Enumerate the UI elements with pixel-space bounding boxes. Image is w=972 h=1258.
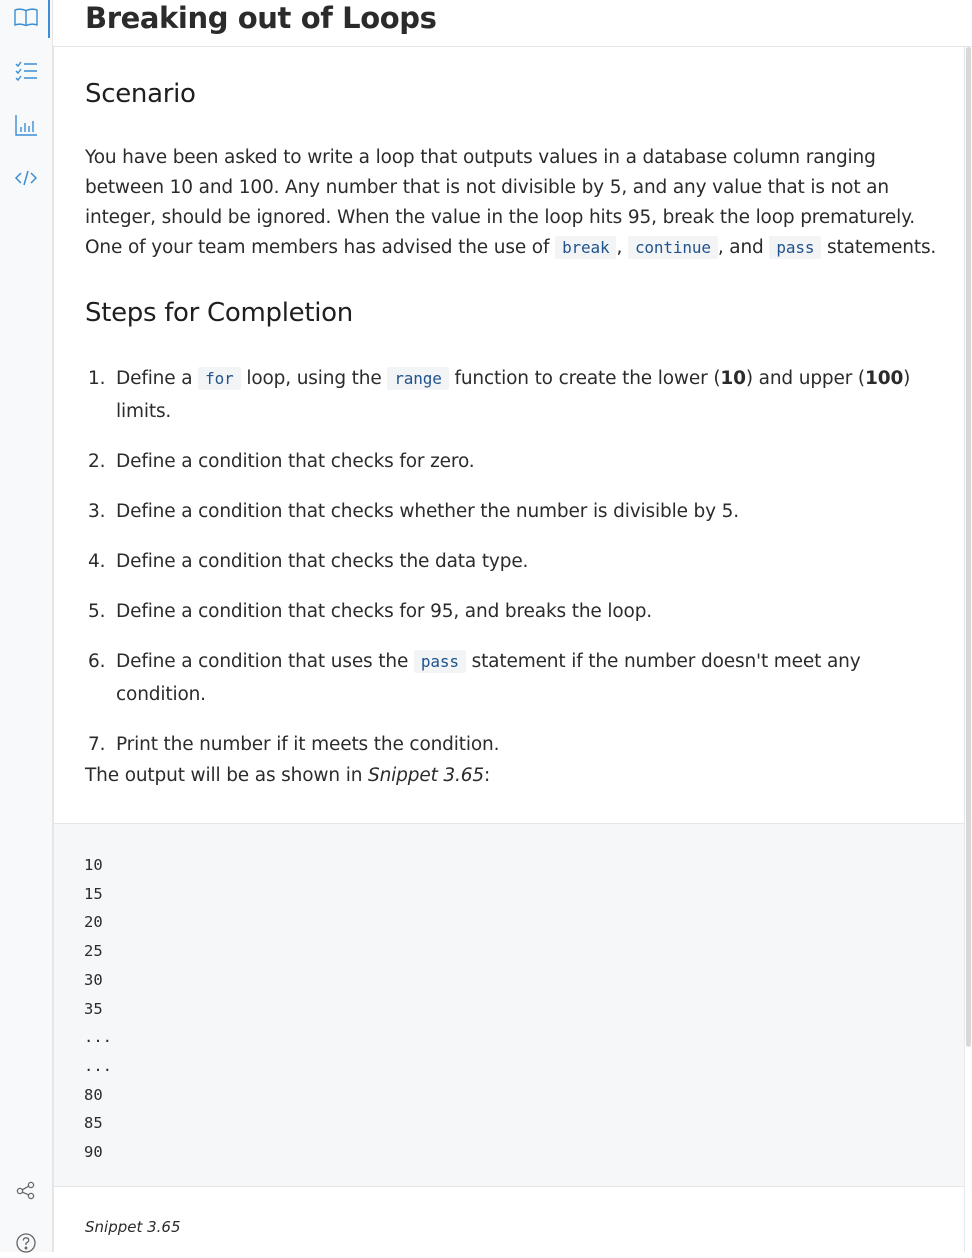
list-item: 6. Define a condition that uses the pass statement if the number doesn't meet any condition. — [88, 651, 861, 705]
list-item: 3. Define a condition that checks whether the number is divisible by 5. — [88, 501, 740, 522]
code-line: 85 — [84, 1114, 103, 1133]
list-item: 5. Define a condition that checks for 95, and breaks the loop. — [88, 601, 653, 622]
code-pass: pass — [414, 650, 466, 673]
code-range: range — [387, 367, 448, 390]
steps-heading: Steps for Completion — [85, 298, 353, 328]
help-icon[interactable] — [11, 1228, 41, 1258]
code-output-block — [54, 823, 964, 1187]
list-item: 7. Print the number if it meets the condition. — [88, 734, 500, 755]
scrollbar[interactable] — [965, 47, 972, 1047]
code-line: 35 — [84, 999, 103, 1018]
code-pass: pass — [769, 236, 821, 259]
code-line: 10 — [84, 856, 103, 874]
left-sidebar — [0, 0, 53, 1252]
chart-icon[interactable] — [11, 110, 41, 140]
list-item: 1. Define a for loop, using the range function to create the lower (10) and upper (100) limits. — [88, 368, 911, 422]
scenario-text-end: statements. — [821, 237, 937, 258]
snippet-reference: Snippet 3.65 — [368, 765, 485, 786]
lesson-content — [53, 47, 965, 1252]
code-line: 15 — [84, 884, 103, 903]
code-output — [84, 851, 112, 1167]
steps-list — [85, 362, 955, 761]
list-item: 2. Define a condition that checks for zero. — [88, 451, 475, 472]
scenario-paragraph — [85, 143, 945, 263]
page-header — [53, 0, 972, 47]
list-item: 4. Define a condition that checks the data type. — [88, 551, 529, 572]
code-icon[interactable] — [11, 163, 41, 193]
separator: , and — [717, 237, 770, 258]
code-line: 90 — [84, 1143, 103, 1162]
active-indicator — [48, 0, 50, 38]
code-for: for — [198, 367, 240, 390]
scenario-heading: Scenario — [85, 79, 196, 109]
code-line: ... — [84, 1056, 112, 1075]
scenario-text: You have been asked to write a loop that outputs values in a database column ranging between 10 and 100. Any number that is not divisible by 5, and any value that is not an integer, should be ignored. When the value in the loop hits 95, break the loop prematurely. One of your team members has advised the use of — [85, 147, 915, 258]
code-continue: continue — [628, 236, 718, 259]
scrollbar-thumb[interactable] — [966, 47, 971, 1047]
code-line: 20 — [84, 913, 103, 932]
code-line: 80 — [84, 1085, 103, 1104]
code-line: 30 — [84, 970, 103, 989]
book-icon[interactable] — [11, 2, 41, 32]
share-icon[interactable] — [11, 1175, 41, 1205]
snippet-caption: Snippet 3.65 — [85, 1218, 181, 1236]
page-title: Breaking out of Loops — [85, 1, 437, 35]
separator: , — [616, 237, 628, 258]
code-line: 25 — [84, 942, 103, 961]
output-intro: The output will be as shown in Snippet 3.65: — [85, 765, 491, 786]
code-break: break — [555, 236, 616, 259]
code-line: ... — [84, 1028, 112, 1047]
checklist-icon[interactable] — [11, 56, 41, 86]
